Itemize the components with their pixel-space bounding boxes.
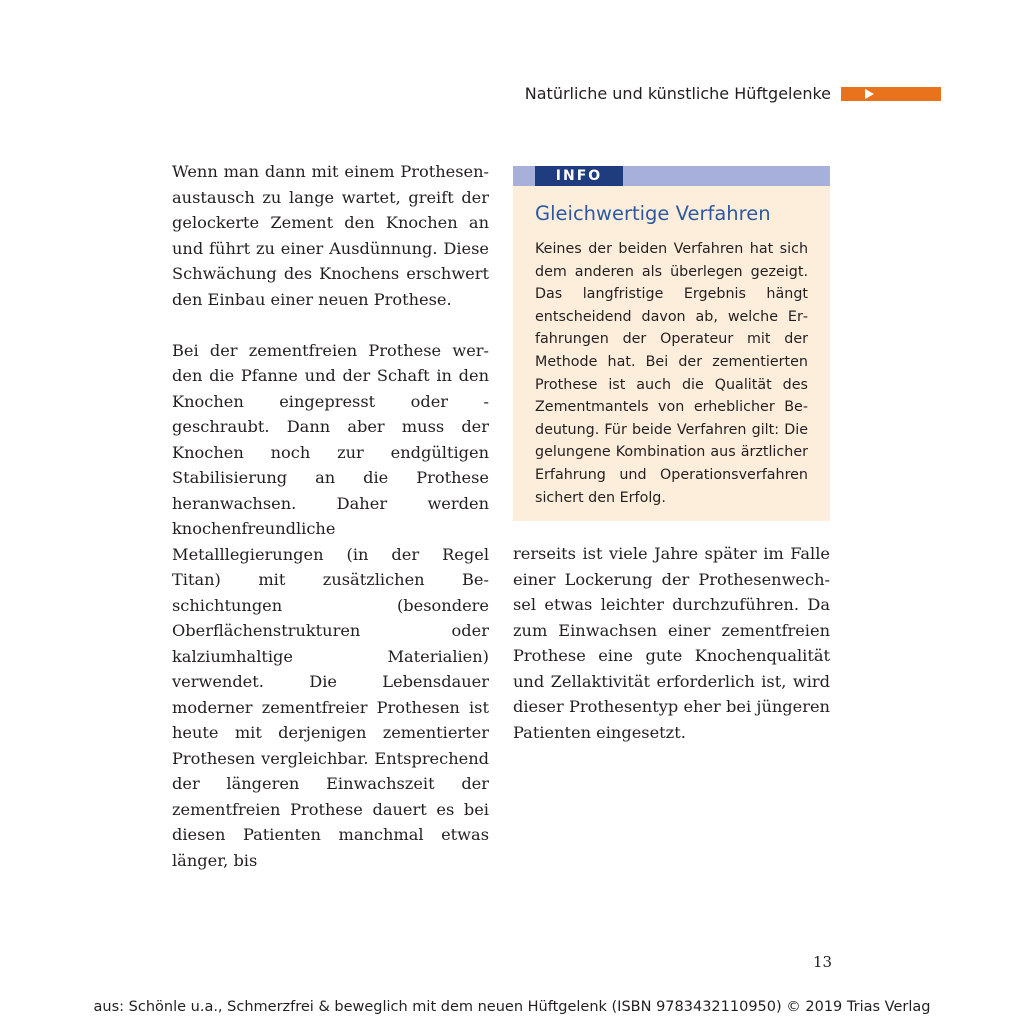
- play-arrow-icon: [865, 89, 874, 99]
- header-accent-bar: [841, 87, 941, 101]
- info-title: Gleichwertige Verfahren: [535, 202, 771, 225]
- info-label: INFO: [535, 166, 623, 186]
- body-paragraph: Bei der zementfreien Prothese werden die Pfanne und der Schaft in den Knochen eingepresst oder -geschraubt. Dann aber muss der Knochen noch zur endgültigen Stabilisierung an die Prothese heranwachsen. Daher werden knochenfreundliche Metalllegierungen (in der Regel Titan) mit zusätzlichen Beschichtungen (besondere Oberflächenstrukturen oder kalziumhaltige Materialien) verwendet. Die Lebensdauer moderner zementfreier Prothesen ist heute mit derjenigen zementierter Prothesen vergleichbar. Entsprechend der längeren Einwachszeit der zementfreien Prothese dauert es bei diesen Patienten manchmal etwas länger, bis: [172, 340, 489, 870]
- page-number: 13: [813, 953, 833, 971]
- info-box: [513, 166, 830, 521]
- source-footer: aus: Schönle u.a., Schmerzfrei & beweglich mit dem neuen Hüftgelenk (ISBN 9783432110950) © 2019 Trias Verlag: [93, 999, 931, 1015]
- right-column: [513, 541, 830, 745]
- header-title: Natürliche und künstliche Hüftgelenke: [524, 84, 831, 103]
- running-header: [525, 84, 941, 103]
- info-header-strip: [513, 166, 830, 186]
- left-column: [172, 159, 489, 873]
- body-paragraph: Wenn man dann mit einem Prothesenaustausch zu lange wartet, greift der gelockerte Zement den Knochen an und führt zu einer Ausdünnung. Diese Schwächung des Knochens erschwert den Einbau einer neuen Prothese.: [172, 162, 489, 309]
- body-paragraph: rerseits ist viele Jahre später im Falle einer Lockerung der Prothesenwechsel etwas leichter durchzuführen. Da zum Einwachsen einer zementfreien Prothese eine gute Knochenqualität und Zellaktivität erforderlich ist, wird dieser Prothesentyp eher bei jüngeren Patienten eingesetzt.: [513, 544, 830, 742]
- info-body: Keines der beiden Verfahren hat sich dem anderen als überlegen gezeigt. Das langfristige Ergebnis hängt entscheidend davon ab, welche Erfahrungen der Operateur mit der Methode hat. Bei der zementierten Prothese ist auch die Qualität des Zementmantels von erheblicher Bedeutung. Für beide Verfahren gilt: Die gelungene Kombination aus ärztlicher Erfahrung und Operationsverfahren sichert den Erfolg.: [535, 241, 808, 506]
